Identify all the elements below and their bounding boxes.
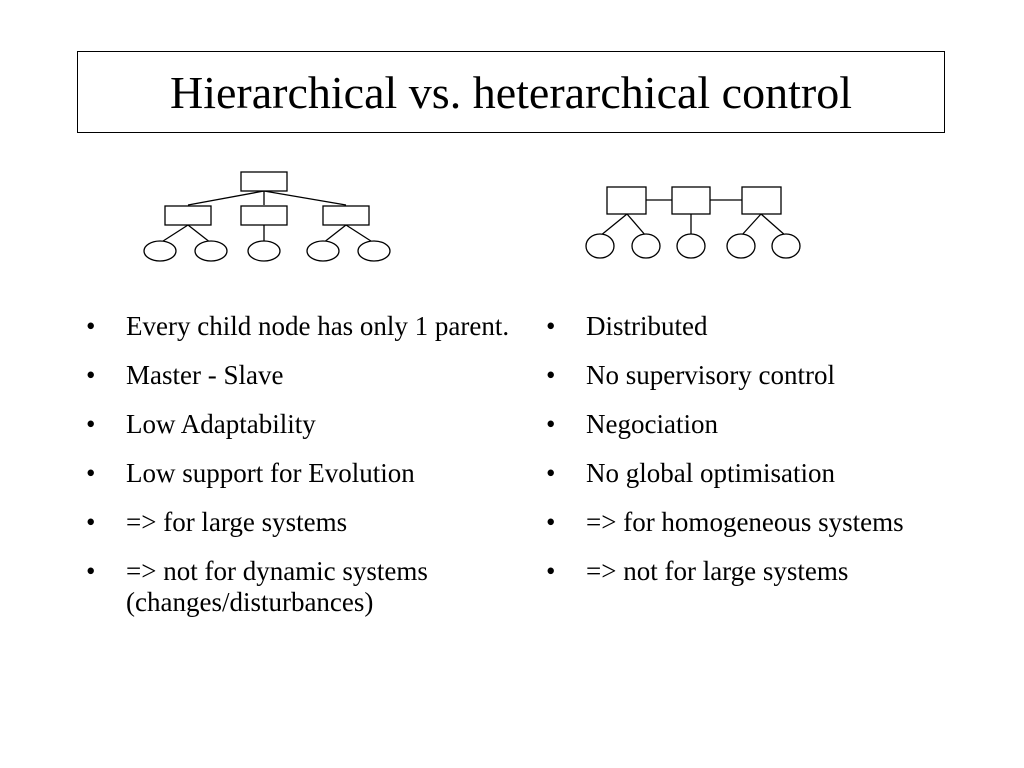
leaf-node-4 <box>307 241 339 261</box>
edge-root-child-1 <box>188 191 264 205</box>
list-item: • No global optimisation <box>546 458 946 489</box>
list-item: • Negociation <box>546 409 946 440</box>
hierarchical-diagram <box>144 172 390 261</box>
leaf-node-3 <box>248 241 280 261</box>
list-item: • => not for large systems <box>546 556 946 587</box>
diagrams-canvas <box>0 0 1024 300</box>
edge-child-1-leaf-1 <box>160 225 188 243</box>
leaf-node-3 <box>677 234 705 258</box>
list-item: • Master - Slave <box>86 360 516 391</box>
list-item: • => not for dynamic systems (changes/disturbances) <box>86 556 516 618</box>
edge-child-1-leaf-2 <box>188 225 211 243</box>
child-node-2 <box>241 206 287 225</box>
leaf-node-4 <box>727 234 755 258</box>
hierarchical-properties-list <box>86 311 516 636</box>
leaf-node-2 <box>195 241 227 261</box>
list-item: • Distributed <box>546 311 946 342</box>
list-item: • => for large systems <box>86 507 516 538</box>
leaf-node-1 <box>586 234 614 258</box>
peer-node-2 <box>672 187 710 214</box>
heterarchical-diagram <box>586 187 800 258</box>
leaf-node-5 <box>772 234 800 258</box>
child-node-3 <box>323 206 369 225</box>
list-item: • No supervisory control <box>546 360 946 391</box>
heterarchical-properties-list <box>546 311 946 605</box>
leaf-node-5 <box>358 241 390 261</box>
peer-node-1 <box>607 187 646 214</box>
child-node-1 <box>165 206 211 225</box>
list-item: • Every child node has only 1 parent. <box>86 311 516 342</box>
edge-peer-1-leaf-2 <box>627 214 646 236</box>
leaf-node-1 <box>144 241 176 261</box>
root-node <box>241 172 287 191</box>
list-item: • => for homogeneous systems <box>546 507 946 538</box>
edge-peer-3-leaf-5 <box>761 214 786 236</box>
edge-child-3-leaf-4 <box>323 225 346 243</box>
list-item: • Low support for Evolution <box>86 458 516 489</box>
edge-peer-3-leaf-4 <box>741 214 761 236</box>
edge-root-child-3 <box>264 191 346 205</box>
leaf-node-2 <box>632 234 660 258</box>
peer-node-3 <box>742 187 781 214</box>
list-item: • Low Adaptability <box>86 409 516 440</box>
edge-child-3-leaf-5 <box>346 225 374 243</box>
edge-peer-1-leaf-1 <box>600 214 627 236</box>
slide-title: Hierarchical vs. heterarchical control <box>170 66 852 118</box>
